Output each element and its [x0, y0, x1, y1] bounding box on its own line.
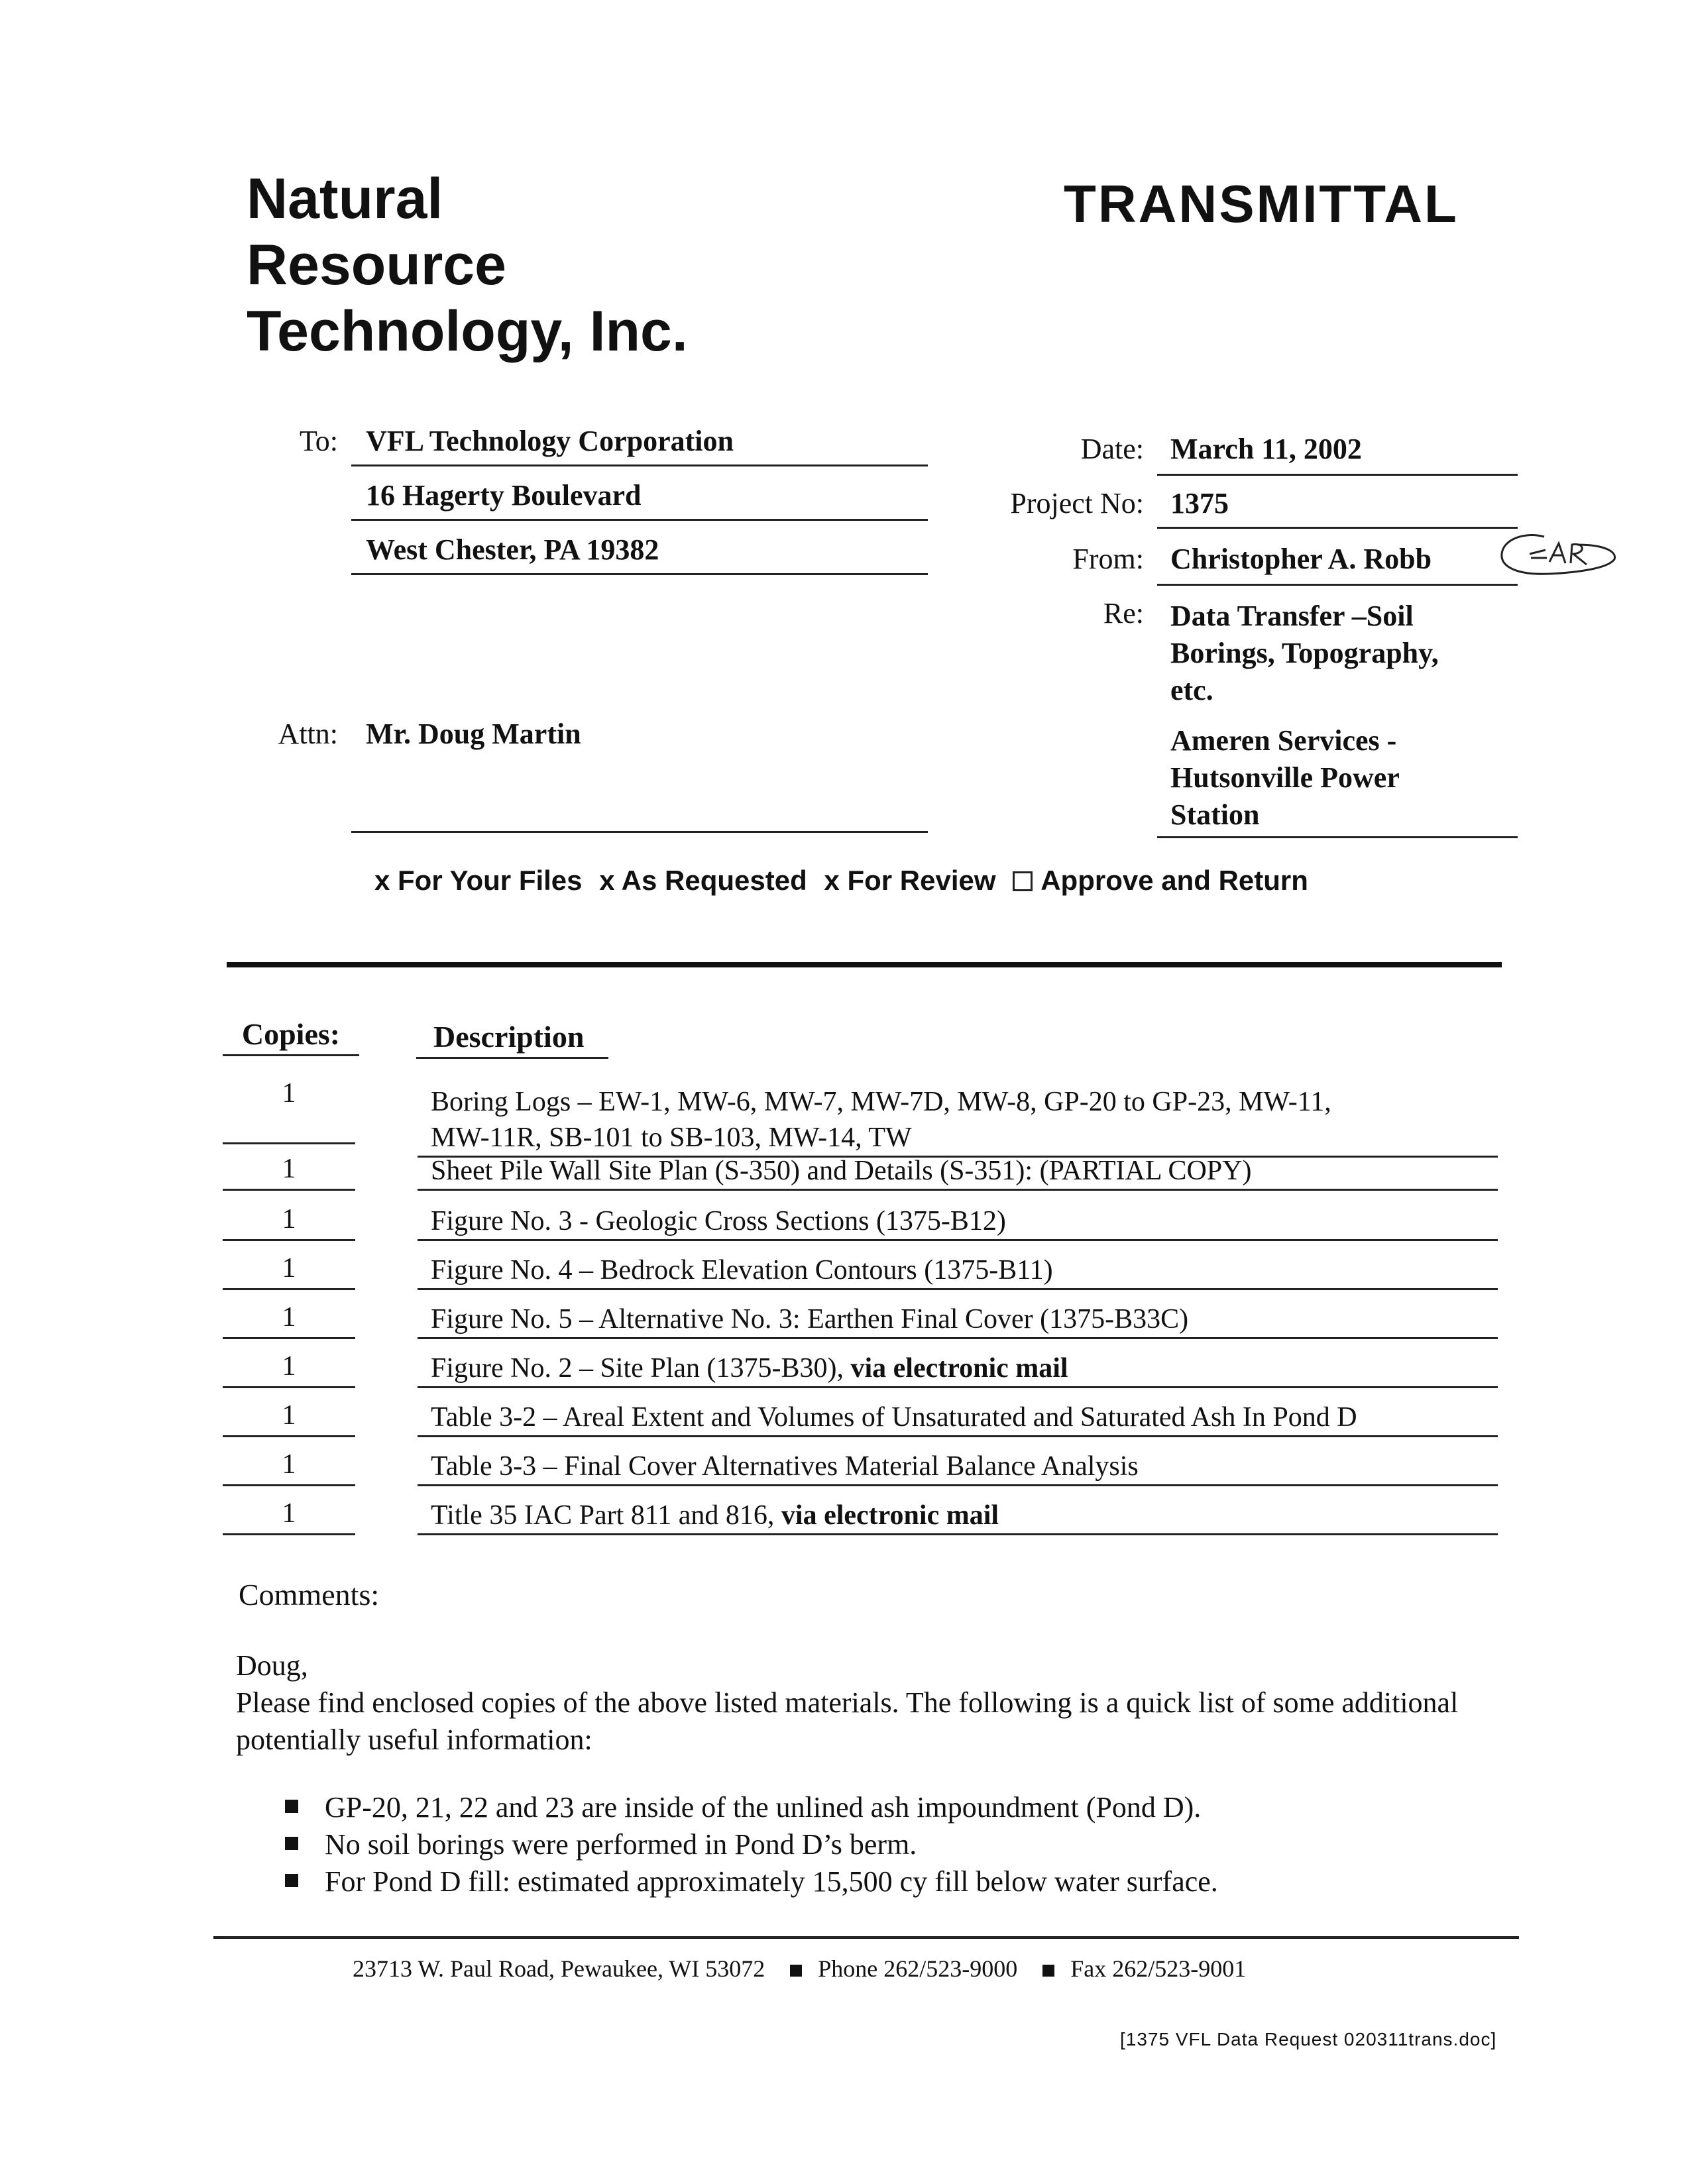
re-subject — [1170, 598, 1439, 709]
re-project-line-3: Station — [1170, 798, 1260, 831]
footer-contact — [353, 1955, 1246, 1983]
project-label: Project No: — [1010, 487, 1144, 519]
re-line-3: etc. — [1170, 674, 1213, 706]
comments-bullet-list — [285, 1789, 1218, 1900]
description-line: MW-11R, SB-101 to SB-103, MW-14, TW — [431, 1122, 912, 1153]
date-value: March 11, 2002 — [1157, 432, 1518, 476]
description-text: Title 35 IAC Part 811 and 816, — [431, 1500, 781, 1531]
bullet-text: No soil borings were performed in Pond D’s berm. — [325, 1828, 917, 1861]
table-row-description: Figure No. 5 – Alternative No. 3: Earthen Final Cover (1375-B33C) — [418, 1301, 1498, 1339]
document-reference: [1375 VFL Data Request 020311trans.doc] — [1120, 2029, 1497, 2049]
comments-greeting: Doug, — [236, 1649, 308, 1682]
description-header: Description — [416, 1019, 608, 1059]
attn-label: Attn: — [278, 718, 338, 750]
action-checkbox-row — [374, 865, 1327, 897]
table-row-copies: 1 — [223, 1498, 355, 1535]
company-line-3: Technology, Inc. — [247, 300, 688, 363]
description-bold-text: via electronic mail — [781, 1500, 999, 1531]
company-name — [247, 166, 688, 364]
table-row-description: Figure No. 3 - Geologic Cross Sections (1375-B12) — [418, 1203, 1498, 1241]
re-project-line-2: Hutsonville Power — [1170, 761, 1400, 794]
company-line-2: Resource — [247, 233, 506, 297]
from-label: From: — [1072, 543, 1144, 575]
document-type-title: TRANSMITTAL — [1064, 174, 1459, 233]
to-label: To: — [299, 425, 338, 457]
company-line-1: Natural — [247, 167, 443, 231]
table-row-copies: 1 — [223, 1077, 355, 1144]
section-divider — [227, 962, 1502, 967]
re-line-1: Data Transfer –Soil — [1170, 600, 1414, 632]
bullet-text: For Pond D fill: estimated approximately 15,500 cy fill below water surface. — [325, 1865, 1218, 1898]
date-label: Date: — [1080, 433, 1144, 465]
re-project-line-1: Ameren Services - — [1170, 724, 1397, 757]
copies-header: Copies: — [223, 1016, 359, 1056]
for-review-option[interactable]: x For Review — [824, 865, 996, 896]
to-line-3: West Chester, PA 19382 — [351, 533, 928, 575]
empty-checkbox-icon[interactable] — [1013, 871, 1033, 891]
description-bold-text: via electronic mail — [850, 1353, 1068, 1384]
table-row-description — [418, 1498, 1498, 1535]
list-item — [285, 1826, 1218, 1863]
table-row-description: Figure No. 4 – Bedrock Elevation Contours (1375-B11) — [418, 1252, 1498, 1290]
table-row-copies: 1 — [223, 1301, 355, 1339]
table-row-description: Table 3-2 – Areal Extent and Volumes of Unsaturated and Saturated Ash In Pond D — [418, 1399, 1498, 1437]
approve-and-return-option[interactable] — [1013, 865, 1318, 896]
project-value: 1375 — [1157, 486, 1518, 529]
footer-address: 23713 W. Paul Road, Pewaukee, WI 53072 — [353, 1955, 765, 1982]
description-line: Boring Logs – EW-1, MW-6, MW-7, MW-7D, MW-8, GP-20 to GP-23, MW-11, — [431, 1087, 1331, 1117]
attn-value: Mr. Doug Martin — [366, 718, 581, 750]
re-line-2: Borings, Topography, — [1170, 637, 1439, 669]
table-row-copies: 1 — [223, 1252, 355, 1290]
table-row-description — [418, 1084, 1498, 1158]
table-row-copies: 1 — [223, 1399, 355, 1437]
table-row-copies: 1 — [223, 1350, 355, 1388]
as-requested-option[interactable]: x As Requested — [599, 865, 807, 896]
square-bullet-icon — [285, 1837, 298, 1850]
footer-phone: Phone 262/523-9000 — [818, 1955, 1018, 1982]
approve-and-return-label: Approve and Return — [1040, 865, 1308, 896]
square-separator-icon — [1042, 1965, 1054, 1977]
square-separator-icon — [790, 1965, 802, 1977]
to-line-1: VFL Technology Corporation — [351, 424, 928, 466]
comments-paragraph: Please find enclosed copies of the above listed materials. The following is a quick list of some additional potentially useful information: — [236, 1686, 1459, 1756]
table-row-copies: 1 — [223, 1448, 355, 1486]
table-row-description: Table 3-3 – Final Cover Alternatives Material Balance Analysis — [418, 1448, 1498, 1486]
from-value: Christopher A. Robb — [1157, 542, 1518, 586]
for-your-files-option[interactable]: x For Your Files — [374, 865, 583, 896]
description-text: Figure No. 2 – Site Plan (1375-B30), — [431, 1353, 851, 1384]
to-line-2: 16 Hagerty Boulevard — [351, 478, 928, 521]
attn-blank-line — [351, 792, 928, 833]
square-bullet-icon — [285, 1800, 298, 1813]
footer-divider — [213, 1936, 1519, 1939]
bullet-text: GP-20, 21, 22 and 23 are inside of the unlined ash impoundment (Pond D). — [325, 1791, 1202, 1824]
re-project — [1157, 722, 1518, 838]
re-label: Re: — [1103, 597, 1144, 629]
list-item — [285, 1863, 1218, 1900]
table-row-copies: 1 — [223, 1203, 355, 1241]
handwritten-initials — [1498, 525, 1617, 584]
table-row-copies: 1 — [223, 1153, 355, 1191]
square-bullet-icon — [285, 1874, 298, 1887]
footer-fax: Fax 262/523-9001 — [1070, 1955, 1247, 1982]
comments-label: Comments: — [239, 1578, 380, 1611]
table-row-description: Sheet Pile Wall Site Plan (S-350) and Details (S-351): (PARTIAL COPY) — [418, 1153, 1498, 1191]
comments-body — [236, 1647, 1508, 1759]
list-item — [285, 1789, 1218, 1826]
table-row-description — [418, 1350, 1498, 1388]
